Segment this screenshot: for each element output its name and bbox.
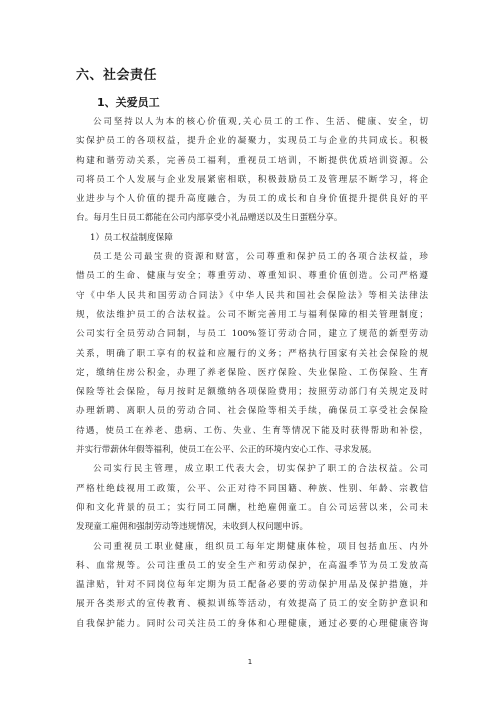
text-line: 自我保护能力。同时公司关注员工的身体和心理健康，通过必要的心理健康咨询 — [76, 618, 428, 629]
text-line: 规，依法维护员工的合法权益。公司不断完善用工与福利保障的相关管理制度； — [76, 309, 428, 320]
text-line: 温津贴，针对不同岗位每年定期为员工配备必要的劳动保护用品及保护措施，并 — [76, 580, 428, 591]
text-line: 关系，明确了职工享有的权益和应履行的义务；严格执行国家有关社会保险的规 — [76, 348, 428, 359]
text-line: 发现童工雇佣和强制劳动等违规情况，未收到人权问题申诉。 — [76, 522, 309, 533]
text-line: 业进步与个人价值的提升高度融合，为员工的成长和自身价值提升提供良好的平 — [76, 194, 428, 205]
text-line: 台。每月生日员工都能在公司内部享受小礼品赠送以及生日蛋糕分享。 — [76, 213, 343, 224]
text-line: 办理新聘、离职人员的劳动合同、社会保险等相关手续，确保员工享受社会保险 — [76, 406, 428, 417]
text-line: 公司坚持以人为本的核心价值观,关心员工的工作、生活、健康、安全，切 — [93, 117, 428, 127]
text-line: 定，缴纳住房公积金，办理了养老保险、医疗保险、失业保险、工伤保险、生育 — [76, 367, 428, 378]
text-line: 公司实行全员劳动合同制，与员工 100%签订劳动合同，建立了规范的新型劳动 — [76, 329, 428, 340]
body-text — [76, 113, 428, 634]
text-line: 科、血常规等。公司注重员工的安全生产和劳动保护，在高温季节为员工发放高 — [76, 560, 428, 571]
text-line: 司将员工个人发展与企业发展紧密相联，积极鼓励员工及管理层不断学习，将企 — [76, 174, 428, 185]
section-title: 六、社会责任 — [76, 68, 158, 83]
text-line: 并实行带薪休年假等福利，使员工在公平、公正的环境内安心工作、寻求发展。 — [76, 445, 377, 456]
text-line: 实保护员工的各项权益，提升企业的凝聚力，实现员工与企业的共同成长。积极 — [76, 136, 428, 147]
text-line: 构建和谐劳动关系，完善员工福利，重视员工培训，不断提供优质培训资源。公 — [76, 155, 428, 166]
text-line: 待遇，使员工在养老、患病、工伤、失业、生育等情况下能及时获得帮助和补偿， — [76, 425, 428, 436]
text-line: 公司重视员工职业健康，组织员工每年定期健康体检，项目包括血压、内外 — [93, 541, 428, 552]
text-line: 守《中华人民共和国劳动合同法》《中华人民共和国社会保险法》等相关法律法 — [76, 290, 428, 301]
text-line: 公司实行民主管理，成立职工代表大会，切实保护了职工的合法权益。公司 — [93, 464, 428, 475]
text-line: 仰和文化背景的员工；实行同工同酬，杜绝雇佣童工。自公司运营以来，公司未 — [76, 502, 428, 513]
subsection-title: 1、关爱员工 — [97, 96, 160, 109]
page-number: 1 — [247, 658, 253, 666]
text-line: 惜员工的生命、健康与安全；尊重劳动、尊重知识、尊重价值创造。公司严格遵 — [76, 271, 428, 282]
text-line: 保险等社会保险，每月按时足额缴纳各项保险费用；按照劳动部门有关规定及时 — [76, 387, 428, 398]
text-line: 严格杜绝歧视用工政策，公平、公正对待不同国籍、种族、性别、年龄、宗教信 — [76, 483, 428, 494]
text-line: 展开各类形式的宣传教育、模拟训练等活动，有效提高了员工的安全防护意识和 — [76, 599, 428, 610]
text-line: 员工是公司最宝贵的资源和财富，公司尊重和保护员工的各项合法权益，珍 — [93, 252, 428, 263]
text-line: 1）员工权益制度保障 — [90, 232, 173, 243]
